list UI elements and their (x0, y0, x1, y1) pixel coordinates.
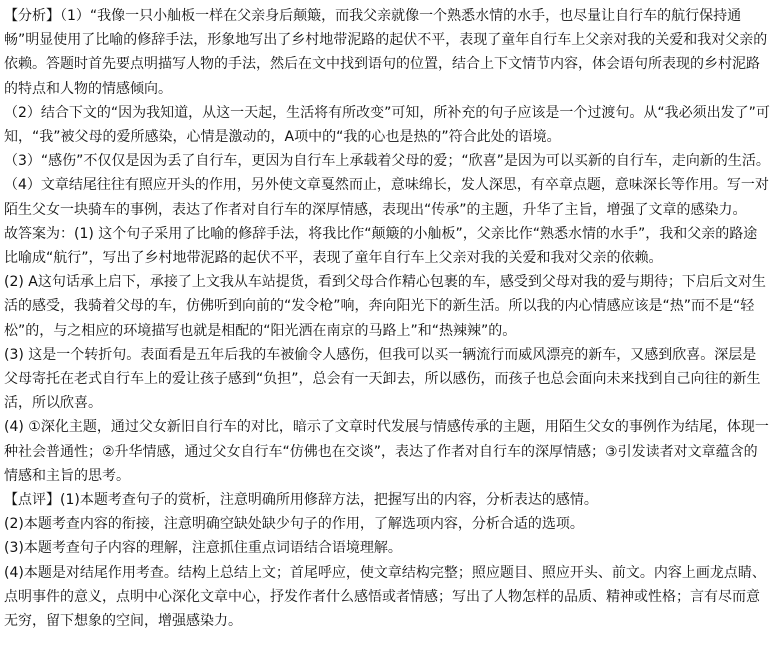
analysis-paragraph-2: （2）结合下文的“因为我知道，从这一天起，生活将有所改变”可知，所补充的句子应该是一个过渡句。从“我必须出发了”可知，“我”被父母的爱所感染，心情是激动的，A项中的“我的心也是热的”符合此处的语境。 (4, 104, 770, 146)
analysis-paragraph-1 (4, 4, 770, 101)
comment-paragraph-1 (4, 488, 770, 512)
answer-paragraph-4: (4) ①深化主题，通过父女新旧自行车的对比，暗示了文章时代发展与情感传承的主题，用陌生父女的事例作为结尾，体现一种社会普通性；②升华情感，通过父女自行车“仿佛也在交谈”，表达了作者对自行车的深厚情感；③引发读者对文章蕴含的情感和主旨的思考。 (4, 419, 769, 484)
analysis-tag: 【分析】 (4, 8, 60, 24)
analysis-paragraph-4: （4）文章结尾往往有照应开头的作用，另外使文章戛然而止，意味绵长，发人深思，有卒章点题，意味深长等作用。写一对陌生父女一块骑车的事例，表达了作者对自行车的深厚情感，表现出“传承”的主题，升华了主旨，增强了文章的感染力。 (4, 177, 769, 218)
comment-tag: 【点评】 (4, 492, 60, 509)
comment-paragraph-3: (3)本题考查句子内容的理解，注意抓住重点词语结合语境理解。 (4, 540, 402, 557)
comment-paragraph-4: (4)本题是对结尾作用考查。结构上总结上文；首尾呼应，使文章结构完整；照应题目、照应开头、前文。内容上画龙点睛、点明事件的意义，点明中心深化文章中心，抒发作者什么感悟或者情感；写出了人物怎样的品质、精神或性格；言有尽而意无穷，留下想象的空间，增强感染力。 (4, 564, 766, 630)
analysis-text-1: （1）“我像一只小舢板一样在父亲身后颠簸，而我父亲就像一个熟悉水情的水手，也尽量让自行车的航行保持通畅”明显使用了比喻的修辞手法，形象地写出了乡村地带泥路的起伏不平，表现了童年自行车上父亲对我的关爱和我对父亲的依赖。答题时首先要点明描写人物的手法，然后在文中找到语句的位置，结合上下文情节内容，体会语句所表现的乡村泥路的特点和人物的情感倾向。 (4, 8, 768, 97)
comment-text-1: (1)本题考查句子的赏析，注意明确所用修辞方法，把握写出的内容，分析表达的感情。 (60, 492, 598, 509)
analysis-paragraph-3: （3）“感伤”不仅仅是因为丢了自行车，更因为自行车上承载着父母的爱；“欣喜”是因为可以买新的自行车，走向新的生活。 (4, 153, 770, 170)
comment-paragraph-2: (2)本题考查内容的衔接，注意明确空缺处缺少句子的作用，了解选项内容，分析合适的选项。 (4, 516, 584, 533)
answer-paragraph-1: 故答案为：(1) 这个句子采用了比喻的修辞手法，将我比作“颠簸的小舢板”，父亲比作“熟悉水情的水手”，我和父亲的路途比喻成“航行”，写出了乡村地带泥路的起伏不平，表现了童年自行车上父亲对我的关爱和我对父亲的依赖。 (4, 225, 758, 267)
answer-paragraph-2: (2) A这句话承上启下，承接了上文我从车站提货，看到父母合作精心包裹的车，感受到父母对我的爱与期待；下启后文对生活的感受，我骑着父母的车，仿佛听到向前的“发令枪”响，奔向阳光下的新生活。所以我的内心情感应该是“热”而不是“轻松”的，与之相应的环境描写也就是相配的“阳光洒在南京的马路上”和“热辣辣”的。 (4, 274, 766, 339)
answer-paragraph-3: (3) 这是一个转折句。表面看是五年后我的车被偷令人感伤，但我可以买一辆流行而威风漂亮的新车，又感到欣喜。深层是父母寄托在老式自行车上的爱让孩子感到“负担”，总会有一天卸去，所以感伤，而孩子也总会面向未来找到自己向往的新生活，所以欣喜。 (4, 346, 761, 412)
